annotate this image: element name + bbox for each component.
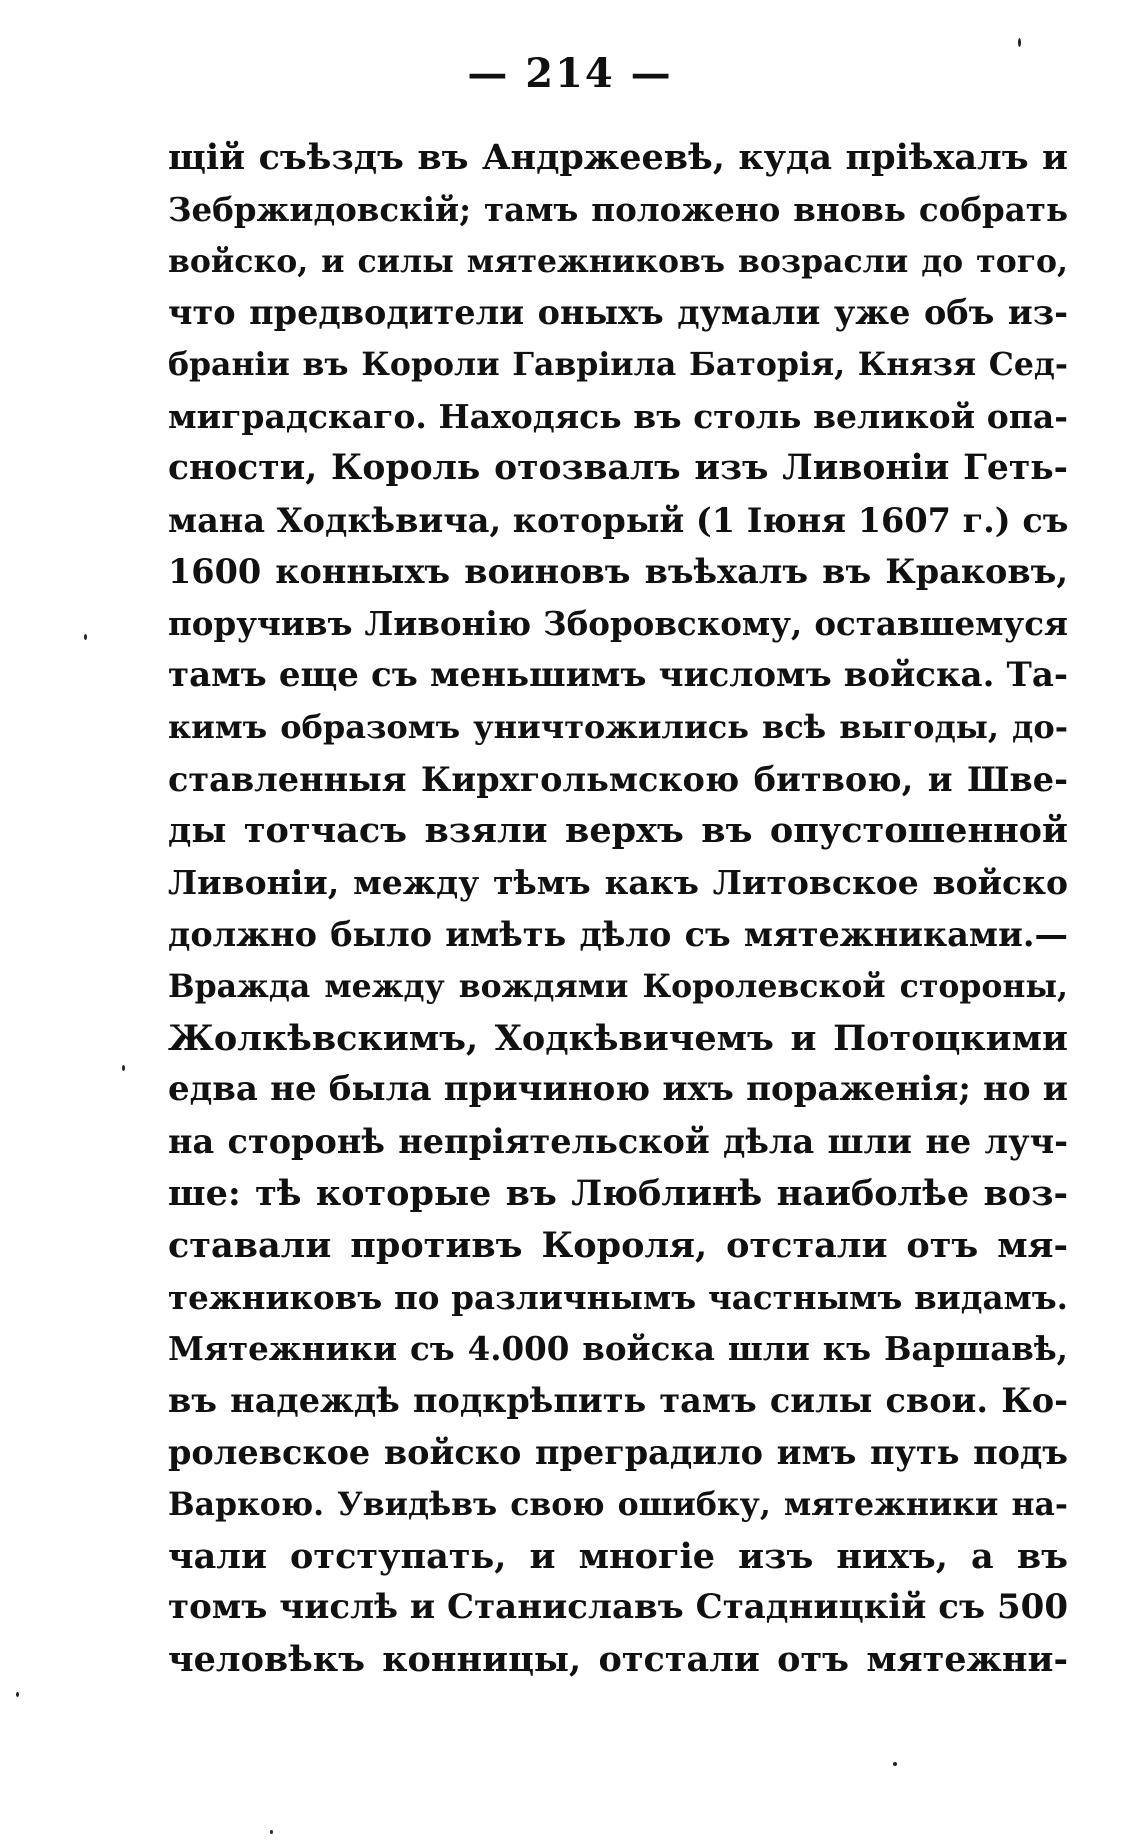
text-line: Мятежники съ 4.000 войска шли къ Варшавѣ, [168,1329,1068,1369]
text-line: Зебржидовскій; тамъ положено вновь собрать [168,189,1068,229]
scan-speck [84,634,87,640]
text-line: тежниковъ по различнымъ частнымъ видамъ. [168,1277,1068,1317]
body-text [168,132,1068,1686]
text-line: сности, Король отозвалъ изъ Ливоніи Геть- [168,447,1068,488]
text-line: щій съѣздъ въ Андржеевѣ, куда пріѣхалъ и [168,137,1068,178]
text-line: тамъ еще съ меньшимъ числомъ войска. Та- [168,654,1068,695]
text-line: Варкою. Увидѣвъ свою ошибку, мятежники на- [168,1485,1068,1523]
text-line: войско, и силы мятежниковъ возрасли до того, [168,242,1068,280]
text-line: на сторонѣ непріятельской дѣла шли не луч- [168,1122,1068,1162]
scan-speck [122,1065,125,1071]
text-line: чали отступать, и многіе изъ нихъ, а въ [168,1535,1068,1577]
scan-speck [1018,38,1021,47]
text-line: миградскаго. Находясь въ столь великой опа- [168,396,1068,436]
text-line: человѣкъ конницы, отстали отъ мятежни- [168,1639,1068,1681]
page-number: — 214 — [467,50,673,97]
text-line: Жолкѣвскимъ, Ходкѣвичемъ и Потоцкими [168,1017,1068,1059]
text-line: должно было имѣть дѣло съ мятежниками.— [168,914,1068,954]
text-line: ролевское войско преградило имъ путь подъ [168,1432,1068,1472]
text-line: поручивъ Ливонію Зборовскому, оставшемуся [168,604,1068,644]
text-line: ды тотчасъ взяли верхъ въ опустошенной [168,810,1068,852]
text-line: 1600 конныхъ воиновъ въѣхалъ въ Краковъ, [168,552,1068,592]
text-line: мана Ходкѣвича, который (1 Іюня 1607 г.) съ [168,500,1069,540]
text-line: въ надеждѣ подкрѣпить тамъ силы свои. Ко- [168,1381,1068,1421]
scan-speck [270,1830,273,1834]
scan-speck [893,1762,897,1766]
text-line: Вражда между вождями Королевской стороны, [168,967,1068,1005]
text-line: что предводители оныхъ думали уже объ из- [168,293,1068,333]
text-line: браніи въ Короли Гавріила Баторія, Князя Сед- [168,346,1068,384]
text-line: ставленныя Кирхгольмскою битвою, и Шве- [168,759,1068,799]
text-line: ставали противъ Короля, отстали отъ мя- [168,1224,1068,1266]
scan-speck [16,1692,19,1697]
text-line: ше: тѣ которые въ Люблинѣ наиболѣе воз- [168,1172,1068,1214]
text-line: Ливоніи, между тѣмъ какъ Литовское войско [168,863,1068,903]
text-line: кимъ образомъ уничтожились всѣ выгоды, до- [168,707,1068,746]
text-line: едва не была причиною ихъ пораженія; но и [168,1069,1068,1110]
text-line: томъ числѣ и Станиславъ Стадницкій съ 500 [168,1587,1068,1628]
